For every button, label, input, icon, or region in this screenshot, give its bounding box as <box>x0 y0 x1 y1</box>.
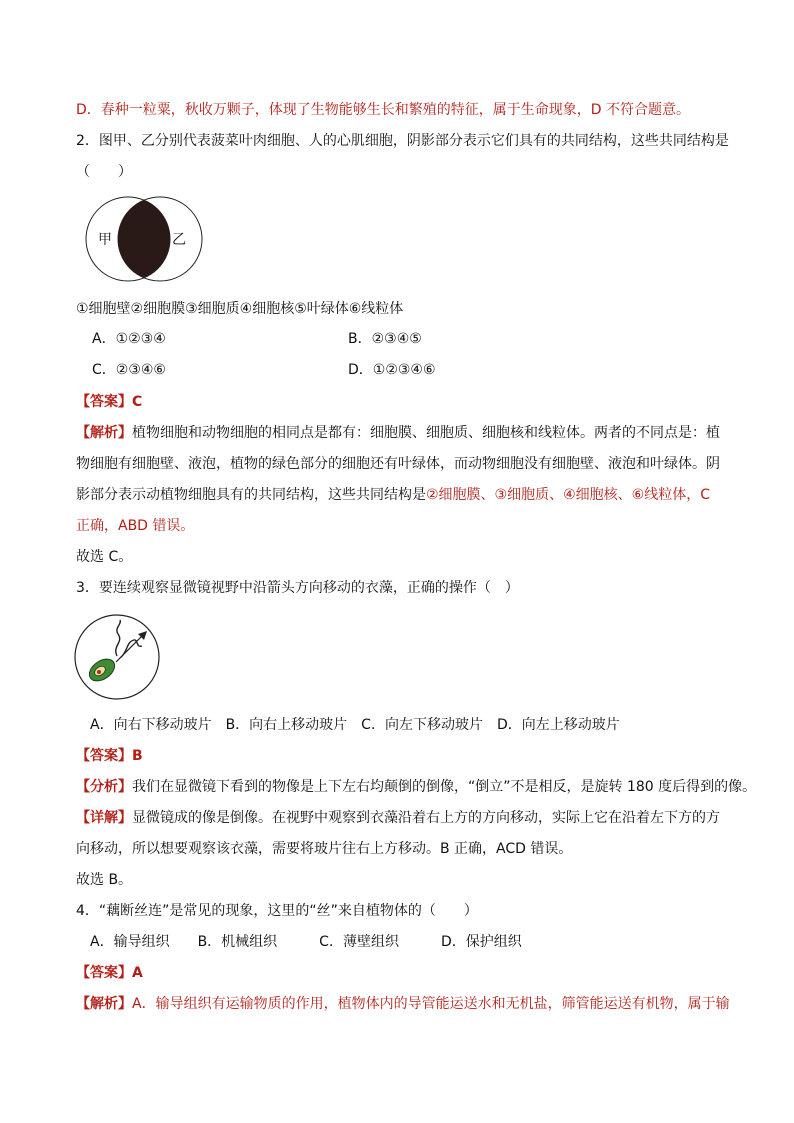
question-2-option-b: B．②③④⑤ <box>348 331 422 347</box>
analysis-highlight: ②细胞膜、③细胞质、④细胞核、⑥线粒体，C <box>426 487 710 503</box>
question-2-analysis-1 <box>76 423 720 443</box>
question-4-stem: 4．“藕断丝连”是常见的现象，这里的“丝”来自植物体的（ ） <box>76 903 478 919</box>
microscope-field-figure <box>72 612 162 702</box>
answer-tag: 【答案】 <box>76 748 132 764</box>
question-2-choose: 故选 C。 <box>76 549 133 565</box>
question-3-answer <box>76 746 143 766</box>
question-4-answer <box>76 963 143 983</box>
flagellum-1 <box>116 620 121 656</box>
xiangjie-text: 显微镜成的像是倒像。在视野中观察到衣藻沿着右上方的方向移动，实际上它在沿着左下方的方 <box>132 810 720 826</box>
question-3-options: A．向右下移动玻片 B．向右上移动玻片 C．向左下移动玻片 D．向左上移动玻片 <box>90 717 620 733</box>
line-d-statement: D．春种一粒粟，秋收万颗子，体现了生物能够生长和繁殖的特征，属于生命现象，D 不符合题意。 <box>76 102 691 118</box>
question-2-analysis-4: 正确，ABD 错误。 <box>76 518 195 534</box>
answer-tag: 【答案】 <box>76 394 132 410</box>
fenxi-text: 我们在显微镜下看到的物像是上下左右均颠倒的倒像，“倒立”不是相反，是旋转 180 度后得到的像。 <box>132 779 757 795</box>
answer-value: A <box>132 965 143 981</box>
venn-label-yi: 乙 <box>172 232 186 248</box>
question-2-stem: 2．图甲、乙分别代表菠菜叶肉细胞、人的心肌细胞，阴影部分表示它们具有的共同结构，这些共同结构是 <box>76 133 729 149</box>
question-2-option-a: A．①②③④ <box>92 331 166 347</box>
question-4-options: A．输导组织 B．机械组织 C．薄壁组织 D．保护组织 <box>90 934 522 950</box>
chlamydomonas-eyespot <box>97 670 101 674</box>
analysis-text: 植物细胞和动物细胞的相同点是都有：细胞膜、细胞质、细胞核和线粒体。两者的不同点是：植 <box>132 425 720 441</box>
question-4-analysis <box>76 994 730 1014</box>
question-2-items: ①细胞壁②细胞膜③细胞质④细胞核⑤叶绿体⑥线粒体 <box>76 301 404 317</box>
question-3-analysis <box>76 777 756 797</box>
question-3-stem: 3．要连续观察显微镜视野中沿箭头方向移动的衣藻，正确的操作（ ） <box>76 580 519 596</box>
question-2-answer <box>76 392 142 412</box>
answer-tag: 【答案】 <box>76 965 132 981</box>
question-2-paren: （ ） <box>76 164 132 180</box>
question-2-analysis-3 <box>76 485 710 505</box>
analysis-tag: 【解析】 <box>76 425 132 441</box>
venn-label-jia: 甲 <box>98 232 112 248</box>
question-2-option-c: C．②③④⑥ <box>92 362 166 378</box>
question-2-option-d: D．①②③④⑥ <box>348 362 436 378</box>
fenxi-tag: 【分析】 <box>76 779 132 795</box>
analysis-tag: 【解析】 <box>76 996 132 1012</box>
xiangjie-tag: 【详解】 <box>76 810 132 826</box>
question-3-detail-2: 向移动，所以想要观察该衣藻，需要将玻片往右上方移动。B 正确，ACD 错误。 <box>76 841 573 857</box>
answer-value: C <box>132 394 143 410</box>
analysis-text: A．输导组织有运输物质的作用，植物体内的导管能运送水和无机盐，筛管能运送有机物，属于输 <box>132 996 730 1012</box>
question-3-choose: 故选 B。 <box>76 872 133 888</box>
answer-value: B <box>132 748 143 764</box>
question-3-detail-1 <box>76 808 720 828</box>
question-2-analysis-2: 物细胞有细胞壁、液泡，植物的绿色部分的细胞还有叶绿体，而动物细胞没有细胞壁、液泡和叶绿体。阴 <box>76 456 720 472</box>
analysis-text: 影部分表示动植物细胞具有的共同结构，这些共同结构是 <box>76 487 426 503</box>
